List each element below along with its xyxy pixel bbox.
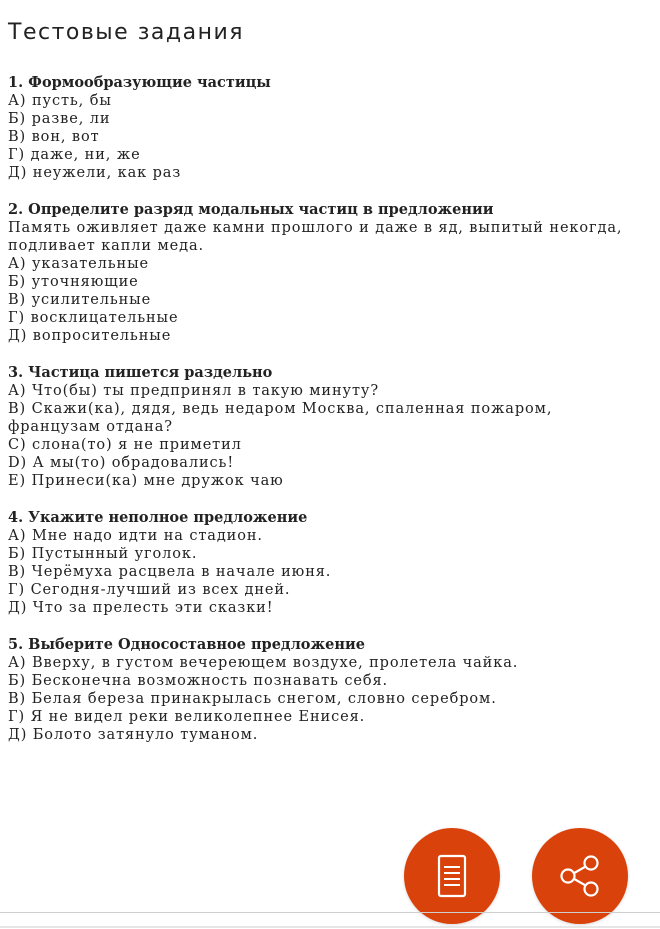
- question-2: [8, 201, 648, 345]
- question-5: [8, 636, 648, 744]
- option: В) Скажи(ка), дядя, ведь недаром Москва, спаленная пожаром, французам отдана?: [8, 401, 553, 435]
- page-title: Тестовые задания: [8, 20, 244, 45]
- option: А) Что(бы) ты предпринял в такую минуту?: [8, 383, 380, 399]
- option: В) Черёмуха расцвела в начале июня.: [8, 564, 332, 580]
- option: Б) уточняющие: [8, 274, 139, 290]
- options-list: [8, 92, 648, 182]
- options-list: [8, 654, 648, 744]
- option: Д) Что за прелесть эти сказки!: [8, 600, 274, 616]
- option: В) усилительные: [8, 292, 152, 308]
- option: D) А мы(то) обрадовались!: [8, 455, 235, 471]
- option: Г) восклицательные: [8, 310, 179, 326]
- option: Б) Бесконечна возможность познавать себя.: [8, 673, 389, 689]
- option: Д) неужели, как раз: [8, 165, 182, 181]
- option: В) вон, вот: [8, 129, 100, 145]
- document-icon: [435, 854, 469, 898]
- page-content: [8, 18, 648, 763]
- option: Г) Я не видел реки великолепнее Енисея.: [8, 709, 366, 725]
- question-3: [8, 364, 648, 490]
- option: С) слона(то) я не приметил: [8, 437, 242, 453]
- option: Е) Принеси(ка) мне дружок чаю: [8, 473, 284, 489]
- options-list: [8, 382, 648, 490]
- question-title: 1. Формообразующие частицы: [8, 74, 271, 91]
- option: Г) даже, ни, же: [8, 147, 141, 163]
- option: А) Вверху, в густом вечереющем воздухе, пролетела чайка.: [8, 655, 519, 671]
- option: Д) Болото затянуло туманом.: [8, 727, 259, 743]
- option: Д) вопросительные: [8, 328, 172, 344]
- options-list: [8, 527, 648, 617]
- document-button[interactable]: [404, 828, 500, 924]
- share-button[interactable]: [532, 828, 628, 924]
- share-icon: [557, 853, 603, 899]
- option: Б) разве, ли: [8, 111, 111, 127]
- question-title: 5. Выберите Односоставное предложение: [8, 636, 365, 653]
- bottom-edge: [0, 926, 660, 928]
- option: Г) Сегодня-лучший из всех дней.: [8, 582, 291, 598]
- bottom-divider: [0, 912, 660, 913]
- question-text: Память оживляет даже камни прошлого и даже в яд, выпитый некогда, подливает капли меда.: [8, 220, 623, 254]
- question-4: [8, 509, 648, 617]
- option: В) Белая береза принакрылась снегом, словно серебром.: [8, 691, 497, 707]
- option: Б) Пустынный уголок.: [8, 546, 198, 562]
- option: А) пусть, бы: [8, 93, 112, 109]
- question-title: 4. Укажите неполное предложение: [8, 509, 308, 526]
- question-title: 2. Определите разряд модальных частиц в предложении: [8, 201, 494, 218]
- option: А) указательные: [8, 256, 150, 272]
- question-title: 3. Частица пишется раздельно: [8, 364, 273, 381]
- question-1: [8, 74, 648, 182]
- options-list: [8, 255, 648, 345]
- option: А) Мне надо идти на стадион.: [8, 528, 263, 544]
